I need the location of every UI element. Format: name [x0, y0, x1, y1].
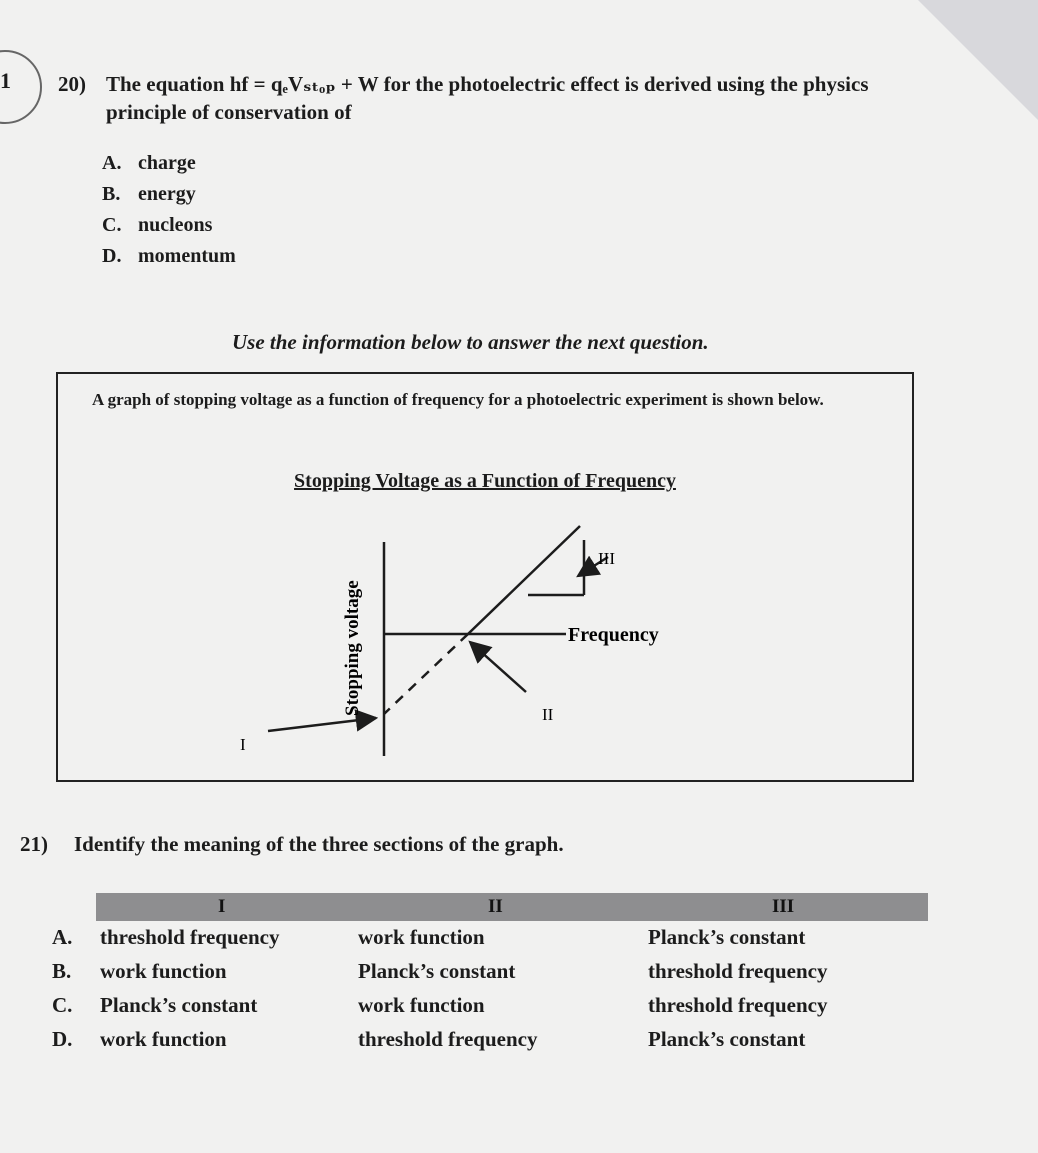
- header-I: I: [218, 896, 226, 917]
- question-stem-line-2: principle of conservation of: [106, 100, 352, 124]
- stopping-voltage-line: [468, 526, 580, 634]
- info-line: Use the information below to answer the next question.: [232, 330, 709, 354]
- label-III: III: [598, 549, 615, 568]
- label-I: I: [240, 735, 246, 754]
- stopping-voltage-graph: [58, 374, 916, 784]
- info-box: [56, 372, 914, 782]
- arrow-II: [470, 642, 526, 692]
- question-stem: Identify the meaning of the three sections of the graph.: [74, 832, 564, 856]
- question-20-choices: [102, 148, 236, 272]
- choice-c[interactable]: C. nucleons: [102, 214, 213, 236]
- header-III: III: [772, 896, 795, 917]
- question-20: [58, 70, 958, 126]
- arrow-I: [268, 718, 376, 731]
- margin-number: 1: [0, 68, 11, 93]
- answer-table-header: [96, 893, 928, 921]
- question-21: [20, 832, 564, 857]
- extrapolation-dashed-line: [384, 634, 468, 714]
- question-stem-line-1: The equation hf = qₑVₛₜₒₚ + W for the photoelectric effect is derived using the physics: [106, 72, 869, 96]
- info-box-text: A graph of stopping voltage as a function of frequency for a photoelectric experiment is shown below.: [92, 390, 824, 409]
- x-axis-label: Frequency: [568, 624, 659, 646]
- label-II: II: [542, 705, 554, 724]
- header-II: II: [488, 896, 503, 917]
- question-number: 21): [20, 832, 48, 856]
- y-axis-label: Stopping voltage: [342, 580, 363, 716]
- choice-d[interactable]: D. momentum: [102, 245, 236, 267]
- choice-a[interactable]: A. charge: [102, 152, 196, 174]
- question-number: 20): [58, 72, 86, 96]
- choice-b[interactable]: B. energy: [102, 183, 196, 205]
- graph-title: Stopping Voltage as a Function of Frequency: [294, 470, 676, 492]
